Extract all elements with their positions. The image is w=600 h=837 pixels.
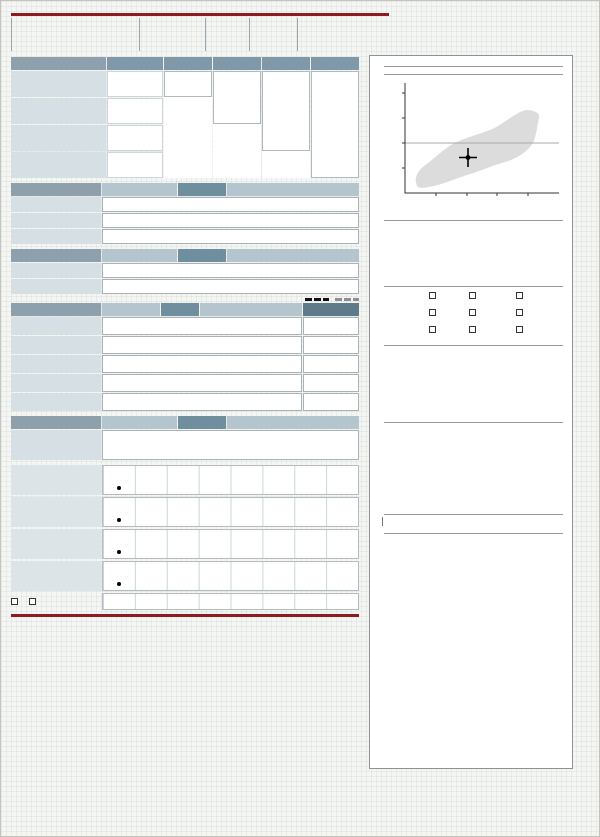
ecw-ratio-column-header [303, 303, 359, 316]
history-weight-point [117, 486, 121, 490]
patient-id-cell [11, 18, 139, 51]
ideal-weight-swatch [305, 298, 329, 301]
balance-upper-row [379, 287, 563, 304]
left-leg-pct-bar [108, 403, 296, 407]
inbody-score-title [379, 66, 563, 67]
fat-right-arm-row [379, 347, 563, 361]
history-ecw-row [11, 561, 359, 591]
vfa-normal-region [416, 110, 539, 188]
vfa-chart [379, 77, 565, 213]
smm-row [11, 213, 359, 228]
icw-row [379, 423, 563, 437]
balance-upper-lower-row [379, 321, 563, 338]
body-balance-title [379, 286, 563, 287]
trunk-row [11, 355, 359, 373]
left-leg-ecw [303, 393, 359, 411]
fat-control-row [379, 250, 563, 265]
col-header-ffm [262, 57, 310, 70]
right-arm-kg-bar [108, 321, 296, 325]
bmi-bar [108, 266, 353, 274]
row-label-tbw [11, 71, 106, 97]
value-minerals [107, 125, 163, 151]
right-arm-pct-bar [108, 327, 296, 331]
ecw-band-header [11, 416, 359, 429]
fat-left-leg-row [379, 401, 563, 415]
test-datetime-cell [297, 18, 427, 51]
phase-angle-title [379, 514, 563, 515]
header-spacer [11, 57, 106, 70]
patient-age-cell [205, 18, 249, 51]
history-footer [11, 593, 359, 610]
body-fat-mass-row [11, 229, 359, 244]
trunk-ecw [303, 355, 359, 373]
fat-right-leg-row [379, 388, 563, 402]
history-test-date [103, 594, 135, 609]
left-column [11, 55, 359, 769]
right-arm-row [11, 317, 359, 335]
patient-height-cell [139, 18, 205, 51]
right-leg-ecw [303, 374, 359, 392]
patient-gender-cell [249, 18, 297, 51]
pbf-bar [108, 282, 353, 290]
right-leg-kg-bar [108, 378, 296, 382]
body-composition-table [11, 57, 359, 178]
bmi-row [11, 263, 359, 278]
phase-angle-row [379, 517, 563, 526]
upper-lower-extremely-checkbox[interactable] [516, 326, 523, 333]
total-checkbox[interactable] [29, 598, 36, 605]
history-pbf-row [11, 529, 359, 559]
muscle-control-row [379, 265, 563, 280]
history-pbf-point [117, 550, 121, 554]
muscle-fat-band-header [11, 183, 359, 196]
weight-bar [108, 200, 353, 208]
row-label-minerals [11, 125, 106, 151]
obesity-band-header [11, 249, 359, 262]
recent-checkbox[interactable] [11, 598, 18, 605]
smm-bar [108, 216, 353, 224]
report-header [11, 9, 589, 51]
ecw-bar [108, 433, 353, 441]
value-bfm [107, 152, 163, 178]
fat-trunk-row [379, 374, 563, 388]
balance-lower-row [379, 304, 563, 321]
left-leg-kg-bar [108, 397, 296, 401]
left-arm-pct-bar [108, 346, 296, 350]
fat-left-arm-row [379, 361, 563, 375]
target-weight-row [379, 221, 563, 236]
col-header-weight [311, 57, 359, 70]
phase-angle-divider [382, 517, 383, 526]
copyright [11, 621, 359, 628]
upper-lower-balanced-checkbox[interactable] [429, 326, 436, 333]
pbf-row [11, 279, 359, 294]
patient-info-bar [11, 18, 589, 51]
upper-balanced-checkbox[interactable] [429, 292, 436, 299]
history-smm-point [117, 518, 121, 522]
left-arm-ecw [303, 336, 359, 354]
row-label-protein [11, 98, 106, 124]
right-leg-pct-bar [108, 384, 296, 388]
segmental-fat-title [379, 345, 563, 346]
ecw-ratio-row [11, 430, 359, 460]
left-leg-row [11, 393, 359, 411]
weight-row [11, 197, 359, 212]
footer-divider [11, 614, 359, 617]
history-weight-row [11, 465, 359, 495]
fat-free-mass-box [262, 71, 310, 151]
weight-total-box [311, 71, 359, 178]
ecw-row [379, 437, 563, 451]
col-header-tbw [164, 57, 212, 70]
col-header-slm [213, 57, 261, 70]
bcm-row [379, 479, 563, 493]
current-weight-swatch [335, 298, 359, 301]
bmr-row [379, 451, 563, 465]
history-smm-row [11, 497, 359, 527]
trunk-kg-bar [108, 359, 296, 363]
body-fat-bar [108, 232, 353, 240]
research-parameters-title [379, 422, 563, 423]
weight-control-title [379, 220, 563, 221]
upper-slightly-checkbox[interactable] [469, 292, 476, 299]
soft-lean-mass-box [213, 71, 261, 124]
col-header-values [107, 57, 163, 70]
value-tbw [107, 71, 163, 97]
visceral-fat-title [379, 74, 563, 75]
history-ecw-point [117, 582, 121, 586]
upper-lower-slightly-checkbox[interactable] [469, 326, 476, 333]
left-arm-row [11, 336, 359, 354]
lower-slightly-checkbox[interactable] [469, 309, 476, 316]
right-leg-row [11, 374, 359, 392]
header-divider [11, 13, 389, 16]
segmental-band-header [11, 303, 359, 316]
impedance-title [379, 533, 563, 534]
left-arm-kg-bar [108, 340, 296, 344]
lower-balanced-checkbox[interactable] [429, 309, 436, 316]
right-arm-ecw [303, 317, 359, 335]
right-column [369, 55, 573, 769]
lower-extremely-checkbox[interactable] [516, 309, 523, 316]
value-protein [107, 98, 163, 124]
whr-row [379, 465, 563, 479]
trunk-pct-bar [108, 365, 296, 369]
row-label-bfm [11, 152, 106, 178]
tbw-total-box [164, 71, 212, 97]
weight-control-row [379, 236, 563, 251]
smi-row [379, 493, 563, 507]
upper-extremely-checkbox[interactable] [516, 292, 523, 299]
